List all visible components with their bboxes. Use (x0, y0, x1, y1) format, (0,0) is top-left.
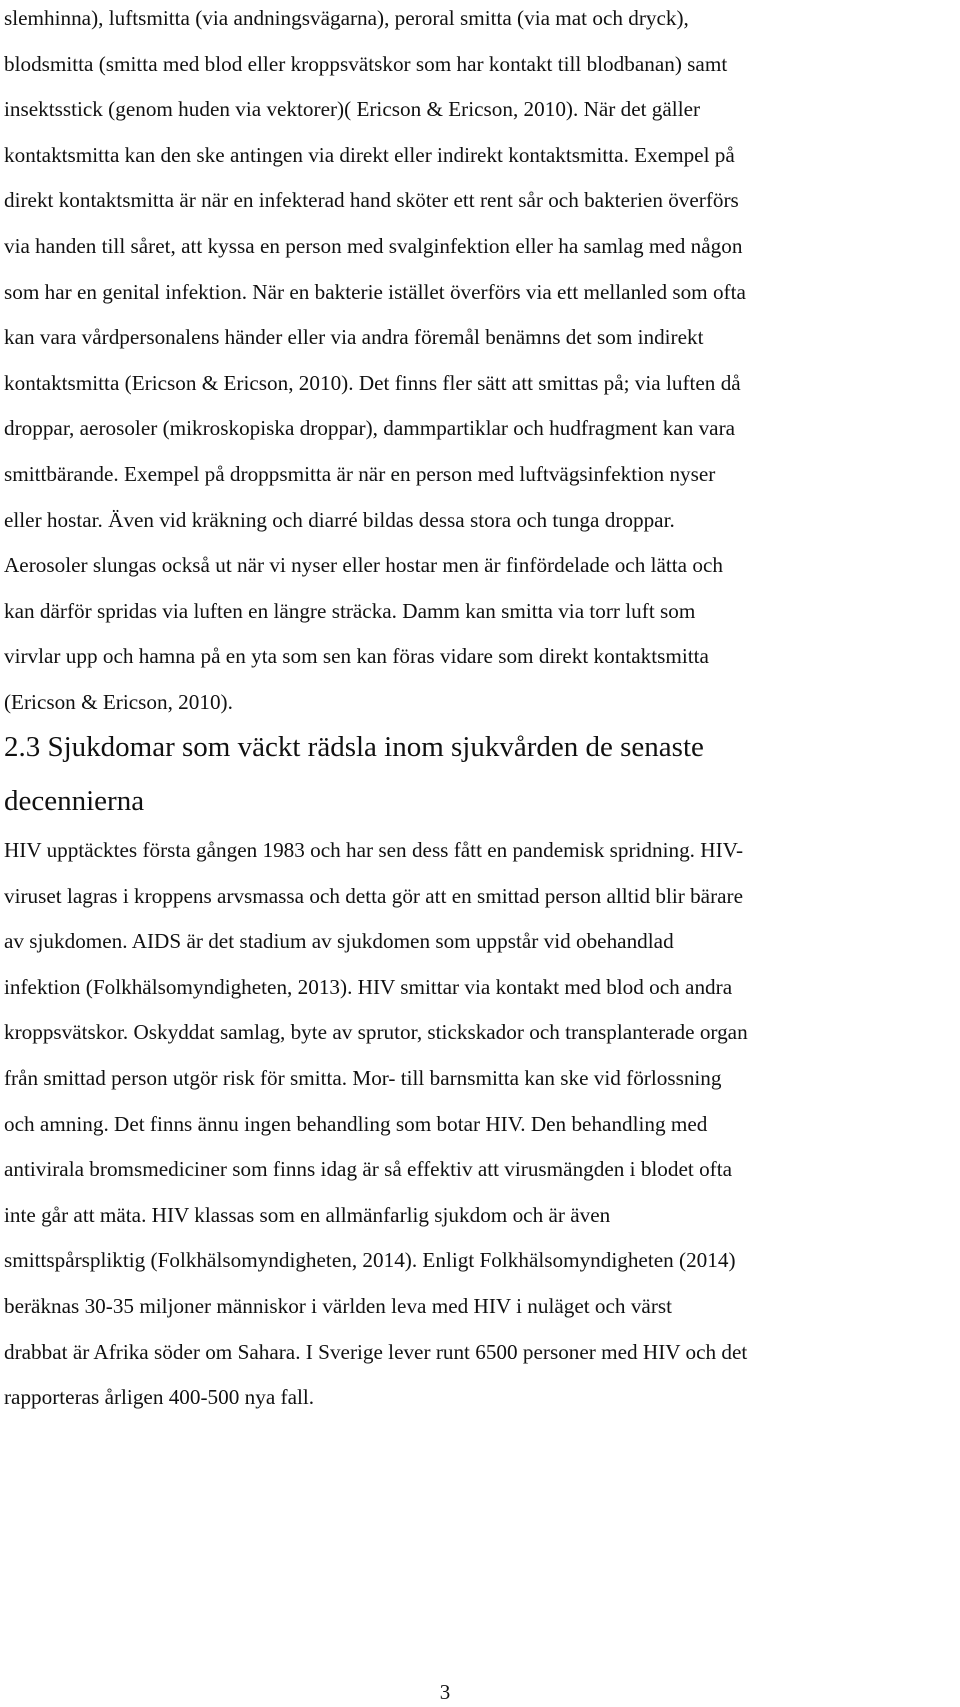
section-heading (4, 720, 960, 828)
text-line: infektion (Folkhälsomyndigheten, 2013). HIV smittar via kontakt med blod och andra (4, 974, 733, 999)
heading-line: 2.3 Sjukdomar som väckt rädsla inom sjukvården de senaste (4, 731, 704, 763)
text-line: kontaktsmitta kan den ske antingen via direkt eller indirekt kontaktsmitta. Exempel på (4, 142, 735, 167)
text-line: viruset lagras i kroppens arvsmassa och detta gör att en smittad person alltid blir bärare (4, 883, 743, 908)
body-paragraph-transmission (4, 0, 960, 726)
text-line: insektsstick (genom huden via vektorer)( Ericson & Ericson, 2010). När det gäller (4, 97, 701, 122)
text-line: av sjukdomen. AIDS är det stadium av sjukdomen som uppstår vid obehandlad (4, 929, 674, 954)
text-line: (Ericson & Ericson, 2010). (4, 689, 233, 714)
text-line: smittbärande. Exempel på droppsmitta är när en person med luftvägsinfektion nyser (4, 461, 716, 486)
text-line: via handen till såret, att kyssa en person med svalginfektion eller ha samlag med någon (4, 233, 743, 258)
text-line: Aerosoler slungas också ut när vi nyser eller hostar men är finfördelade och lätta och (4, 553, 723, 578)
text-line: direkt kontaktsmitta är när en infekterad hand sköter ett rent sår och bakterien överförs (4, 188, 739, 213)
text-line: HIV upptäcktes första gången 1983 och har sen dess fått en pandemisk spridning. HIV- (4, 838, 744, 862)
text-line: droppar, aerosoler (mikroskopiska droppar), dammpartiklar och hudfragment kan vara (4, 416, 736, 441)
text-line: eller hostar. Även vid kräkning och diarré bildas dessa stora och tunga droppar. (4, 507, 675, 532)
text-line: kontaktsmitta (Ericson & Ericson, 2010). Det finns fler sätt att smittas på; via luften då (4, 370, 741, 395)
body-paragraph-hiv (4, 828, 960, 1421)
text-line: från smittad person utgör risk för smitta. Mor- till barnsmitta kan ske vid förlossning (4, 1065, 722, 1090)
page-number: 3 (439, 1680, 451, 1704)
text-line: och amning. Det finns ännu ingen behandling som botar HIV. Den behandling med (4, 1111, 708, 1136)
text-line: blodsmitta (smitta med blod eller kroppsvätskor som har kontakt till blodbanan) samt (4, 51, 728, 76)
text-line: kroppsvätskor. Oskyddat samlag, byte av sprutor, stickskador och transplanterade organ (4, 1020, 748, 1045)
heading-line: decennierna (4, 785, 145, 817)
text-line: kan därför spridas via luften en längre sträcka. Damm kan smitta via torr luft som (4, 598, 696, 623)
text-line: smittspårspliktig (Folkhälsomyndigheten, 2014). Enligt Folkhälsomyndigheten (2014) (4, 1248, 736, 1273)
text-line: rapporteras årligen 400-500 nya fall. (4, 1385, 315, 1410)
text-line: som har en genital infektion. När en bakterie istället överförs via ett mellanled som ofta (4, 279, 746, 304)
text-line: drabbat är Afrika söder om Sahara. I Sverige lever runt 6500 personer med HIV och det (4, 1339, 748, 1364)
text-line: antivirala bromsmediciner som finns idag är så effektiv att virusmängden i blodet ofta (4, 1157, 733, 1182)
text-line: kan vara vårdpersonalens händer eller via andra föremål benämns det som indirekt (4, 325, 704, 350)
text-line: inte går att mäta. HIV klassas som en allmänfarlig sjukdom och är även (4, 1202, 611, 1227)
text-line: beräknas 30-35 miljoner människor i världen leva med HIV i nuläget och värst (4, 1293, 673, 1318)
text-line: slemhinna), luftsmitta (via andningsvägarna), peroral smitta (via mat och dryck), (4, 6, 689, 30)
text-line: virvlar upp och hamna på en yta som sen kan föras vidare som direkt kontaktsmitta (4, 644, 709, 669)
